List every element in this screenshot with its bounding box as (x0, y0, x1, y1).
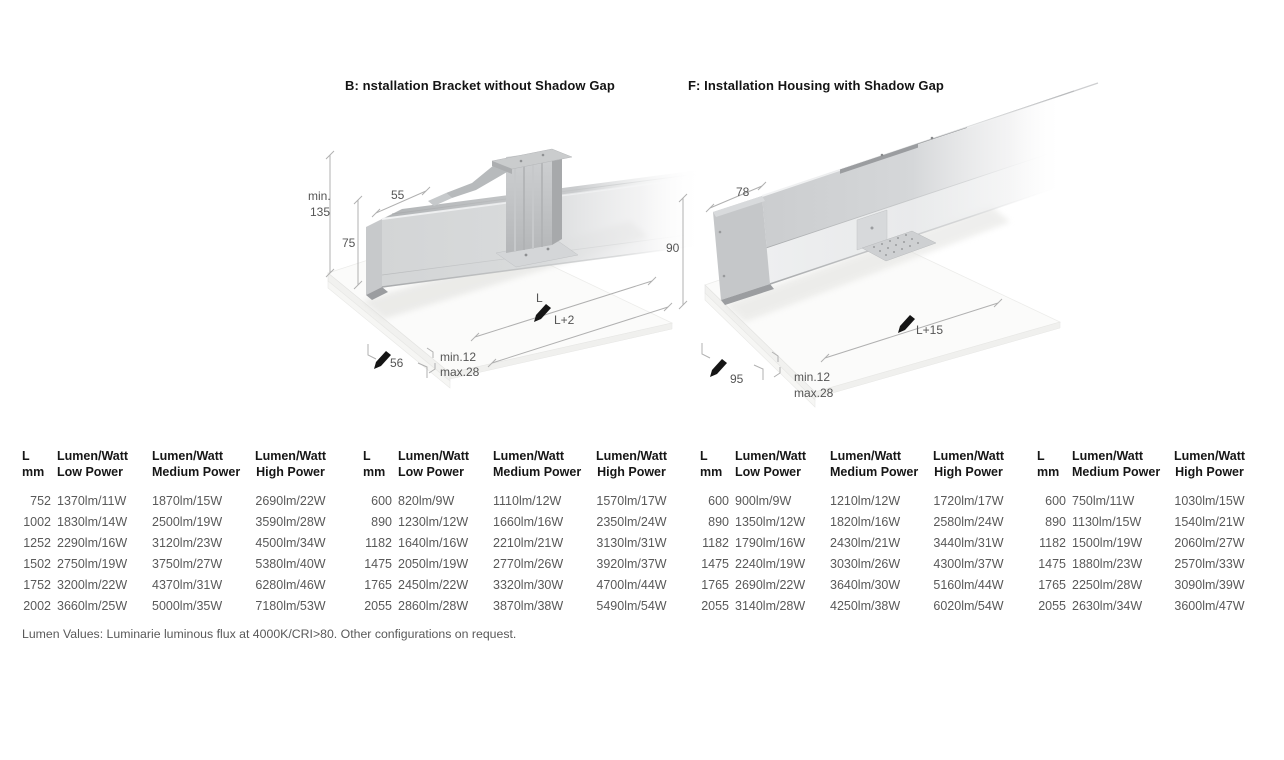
dim-height: 90 (666, 241, 680, 255)
table-row (700, 512, 1005, 533)
table-row (22, 512, 327, 533)
table-cell: 3030lm/26W (830, 557, 901, 571)
table-cell: 2350lm/24W (596, 515, 667, 529)
table-cell: 3750lm/27W (152, 557, 223, 571)
table-cell: 3440lm/31W (933, 536, 1004, 550)
table-row (22, 491, 327, 512)
dim-min-label: min. (308, 189, 331, 203)
table-header-cell: Lumen/Watt Medium Power (830, 449, 919, 479)
dim-min-value: 135 (310, 205, 331, 219)
table-header-cell: Lumen/Watt Medium Power (1072, 449, 1161, 479)
dim-height: 75 (342, 236, 356, 250)
table-cell: 2240lm/19W (735, 557, 806, 571)
table-row (700, 491, 1005, 512)
table-cell: 1475 (364, 557, 392, 571)
table-cell: 1350lm/12W (735, 515, 806, 529)
table-cell: 750lm/11W (1072, 494, 1135, 508)
table-cell: 2500lm/19W (152, 515, 223, 529)
cut-to-length-pen-icon (374, 351, 391, 369)
table-cell: 1570lm/17W (596, 494, 667, 508)
diagram-b-title: B: nstallation Bracket without Shadow Gap (345, 78, 615, 93)
lumen-table-4 (1037, 448, 1247, 617)
table-cell: 2770lm/26W (493, 557, 564, 571)
table-row (363, 533, 668, 554)
table-row (363, 491, 668, 512)
table-cell: 1500lm/19W (1072, 536, 1143, 550)
table-cell: 4370lm/31W (152, 578, 223, 592)
table-cell: 1765 (1038, 578, 1066, 592)
table-cell: 900lm/9W (735, 494, 792, 508)
table-row (363, 596, 668, 617)
dim-cut-length: L+2 (554, 313, 575, 327)
lumen-table-1 (22, 448, 327, 617)
table-cell: 752 (30, 494, 51, 508)
table-cell: 6020lm/54W (933, 599, 1004, 613)
diagram-f-title: F: Installation Housing with Shadow Gap (688, 78, 944, 93)
table-cell: 6280lm/46W (255, 578, 326, 592)
table-cell: 600 (371, 494, 392, 508)
table-header-row (363, 448, 668, 480)
table-header-row (1037, 448, 1247, 480)
table-cell: 5160lm/44W (933, 578, 1004, 592)
table-header-cell: Lumen/Watt High Power (1173, 449, 1246, 479)
table-row (700, 596, 1005, 617)
table-cell: 600 (708, 494, 729, 508)
table-cell: 1502 (23, 557, 51, 571)
table-cell: 1820lm/16W (830, 515, 901, 529)
table-cell: 1182 (702, 536, 729, 550)
table-row (1037, 533, 1247, 554)
table-cell: 1475 (701, 557, 729, 571)
table-cell: 820lm/9W (398, 494, 455, 508)
table-cell: 2210lm/21W (493, 536, 564, 550)
table-cell: 3640lm/30W (830, 578, 901, 592)
table-header-row (22, 448, 327, 480)
table-header-cell: Lumen/Watt Low Power (398, 449, 470, 479)
table-cell: 7180lm/53W (255, 599, 326, 613)
table-cell: 1720lm/17W (933, 494, 1004, 508)
table-cell: 2250lm/28W (1072, 578, 1143, 592)
table-header-cell: Lumen/Watt Low Power (735, 449, 807, 479)
table-cell: 1752 (23, 578, 51, 592)
dim-top-width: 78 (736, 185, 750, 199)
table-cell: 5380lm/40W (255, 557, 326, 571)
table-cell: 3660lm/25W (57, 599, 128, 613)
table-cell: 1540lm/21W (1174, 515, 1245, 529)
table-cell: 2750lm/19W (57, 557, 128, 571)
diagram-b-illustration (300, 105, 710, 405)
dim-top-width: 55 (391, 188, 405, 202)
table-cell: 3090lm/39W (1174, 578, 1245, 592)
table-row (1037, 596, 1247, 617)
dim-recess-width: 56 (390, 356, 404, 370)
lumen-table-3 (700, 448, 1005, 617)
table-cell: 2430lm/21W (830, 536, 901, 550)
table-header-cell: L mm (1037, 449, 1060, 479)
table-cell: 1210lm/12W (830, 494, 901, 508)
table-row (22, 554, 327, 575)
table-cell: 4500lm/34W (255, 536, 326, 550)
table-row (363, 554, 668, 575)
table-cell: 2050lm/19W (398, 557, 469, 571)
table-row (22, 575, 327, 596)
table-header-cell: L mm (700, 449, 723, 479)
table-cell: 2690lm/22W (255, 494, 326, 508)
table-header-cell: Lumen/Watt High Power (932, 449, 1005, 479)
table-cell: 3600lm/47W (1174, 599, 1245, 613)
table-cell: 4300lm/37W (933, 557, 1004, 571)
table-cell: 3870lm/38W (493, 599, 564, 613)
dim-panel-min: min.12 (794, 370, 831, 384)
table-row (700, 575, 1005, 596)
table-cell: 1870lm/15W (152, 494, 223, 508)
table-row (1037, 575, 1247, 596)
dim-panel-max: max.28 (440, 365, 480, 379)
table-cell: 1002 (23, 515, 51, 529)
table-cell: 3320lm/30W (493, 578, 564, 592)
table-cell: 2450lm/22W (398, 578, 469, 592)
table-cell: 2055 (1038, 599, 1066, 613)
table-row (363, 575, 668, 596)
cut-to-length-pen-icon (710, 359, 727, 377)
table-header-cell: Lumen/Watt Medium Power (152, 449, 241, 479)
table-header-cell: Lumen/Watt High Power (254, 449, 327, 479)
table-header-cell: Lumen/Watt High Power (595, 449, 668, 479)
table-row (22, 596, 327, 617)
table-header-cell: L mm (22, 449, 45, 479)
table-cell: 2060lm/27W (1174, 536, 1245, 550)
table-cell: 3140lm/28W (735, 599, 806, 613)
table-row (1037, 512, 1247, 533)
table-cell: 4700lm/44W (596, 578, 667, 592)
table-cell: 2290lm/16W (57, 536, 128, 550)
table-row (22, 533, 327, 554)
dim-panel-min: min.12 (440, 350, 477, 364)
diagram-f-illustration (650, 100, 1070, 410)
dim-recess-width: 95 (730, 372, 744, 386)
table-row (700, 533, 1005, 554)
table-cell: 890 (371, 515, 392, 529)
table-cell: 890 (708, 515, 729, 529)
table-cell: 5490lm/54W (596, 599, 667, 613)
table-cell: 2055 (701, 599, 729, 613)
table-cell: 1230lm/12W (398, 515, 469, 529)
table-cell: 2630lm/34W (1072, 599, 1143, 613)
table-cell: 3120lm/23W (152, 536, 223, 550)
table-cell: 1765 (701, 578, 729, 592)
table-cell: 1182 (365, 536, 392, 550)
table-cell: 1030lm/15W (1174, 494, 1245, 508)
table-header-row (700, 448, 1005, 480)
table-cell: 3130lm/31W (596, 536, 667, 550)
table-cell: 3920lm/37W (596, 557, 667, 571)
dim-length: L (536, 291, 543, 305)
table-cell: 2860lm/28W (398, 599, 469, 613)
table-cell: 1790lm/16W (735, 536, 806, 550)
table-row (700, 554, 1005, 575)
table-cell: 600 (1045, 494, 1066, 508)
table-cell: 1110lm/12W (493, 494, 562, 508)
lumen-table-2 (363, 448, 668, 617)
table-cell: 1370lm/11W (57, 494, 127, 508)
lumen-values-footnote: Lumen Values: Luminarie luminous flux at 4000K/CRI>80. Other configurations on request. (22, 627, 517, 641)
table-header-cell: Lumen/Watt Medium Power (493, 449, 582, 479)
dim-panel-max: max.28 (794, 386, 834, 400)
table-cell: 4250lm/38W (830, 599, 901, 613)
table-cell: 1830lm/14W (57, 515, 128, 529)
table-cell: 2690lm/22W (735, 578, 806, 592)
dim-cut-length: L+15 (916, 323, 944, 337)
table-cell: 2055 (364, 599, 392, 613)
table-cell: 1640lm/16W (398, 536, 469, 550)
table-header-cell: Lumen/Watt Low Power (57, 449, 129, 479)
table-cell: 2580lm/24W (933, 515, 1004, 529)
table-row (1037, 554, 1247, 575)
table-cell: 2002 (23, 599, 51, 613)
table-cell: 1130lm/15W (1072, 515, 1142, 529)
table-row (363, 512, 668, 533)
table-row (1037, 491, 1247, 512)
table-cell: 3200lm/22W (57, 578, 128, 592)
table-cell: 1475 (1038, 557, 1066, 571)
table-cell: 1252 (23, 536, 51, 550)
table-cell: 1880lm/23W (1072, 557, 1143, 571)
table-cell: 890 (1045, 515, 1066, 529)
table-cell: 2570lm/33W (1174, 557, 1245, 571)
table-cell: 3590lm/28W (255, 515, 326, 529)
table-cell: 1660lm/16W (493, 515, 564, 529)
table-header-cell: L mm (363, 449, 386, 479)
table-cell: 1765 (364, 578, 392, 592)
table-cell: 5000lm/35W (152, 599, 223, 613)
table-cell: 1182 (1039, 536, 1066, 550)
